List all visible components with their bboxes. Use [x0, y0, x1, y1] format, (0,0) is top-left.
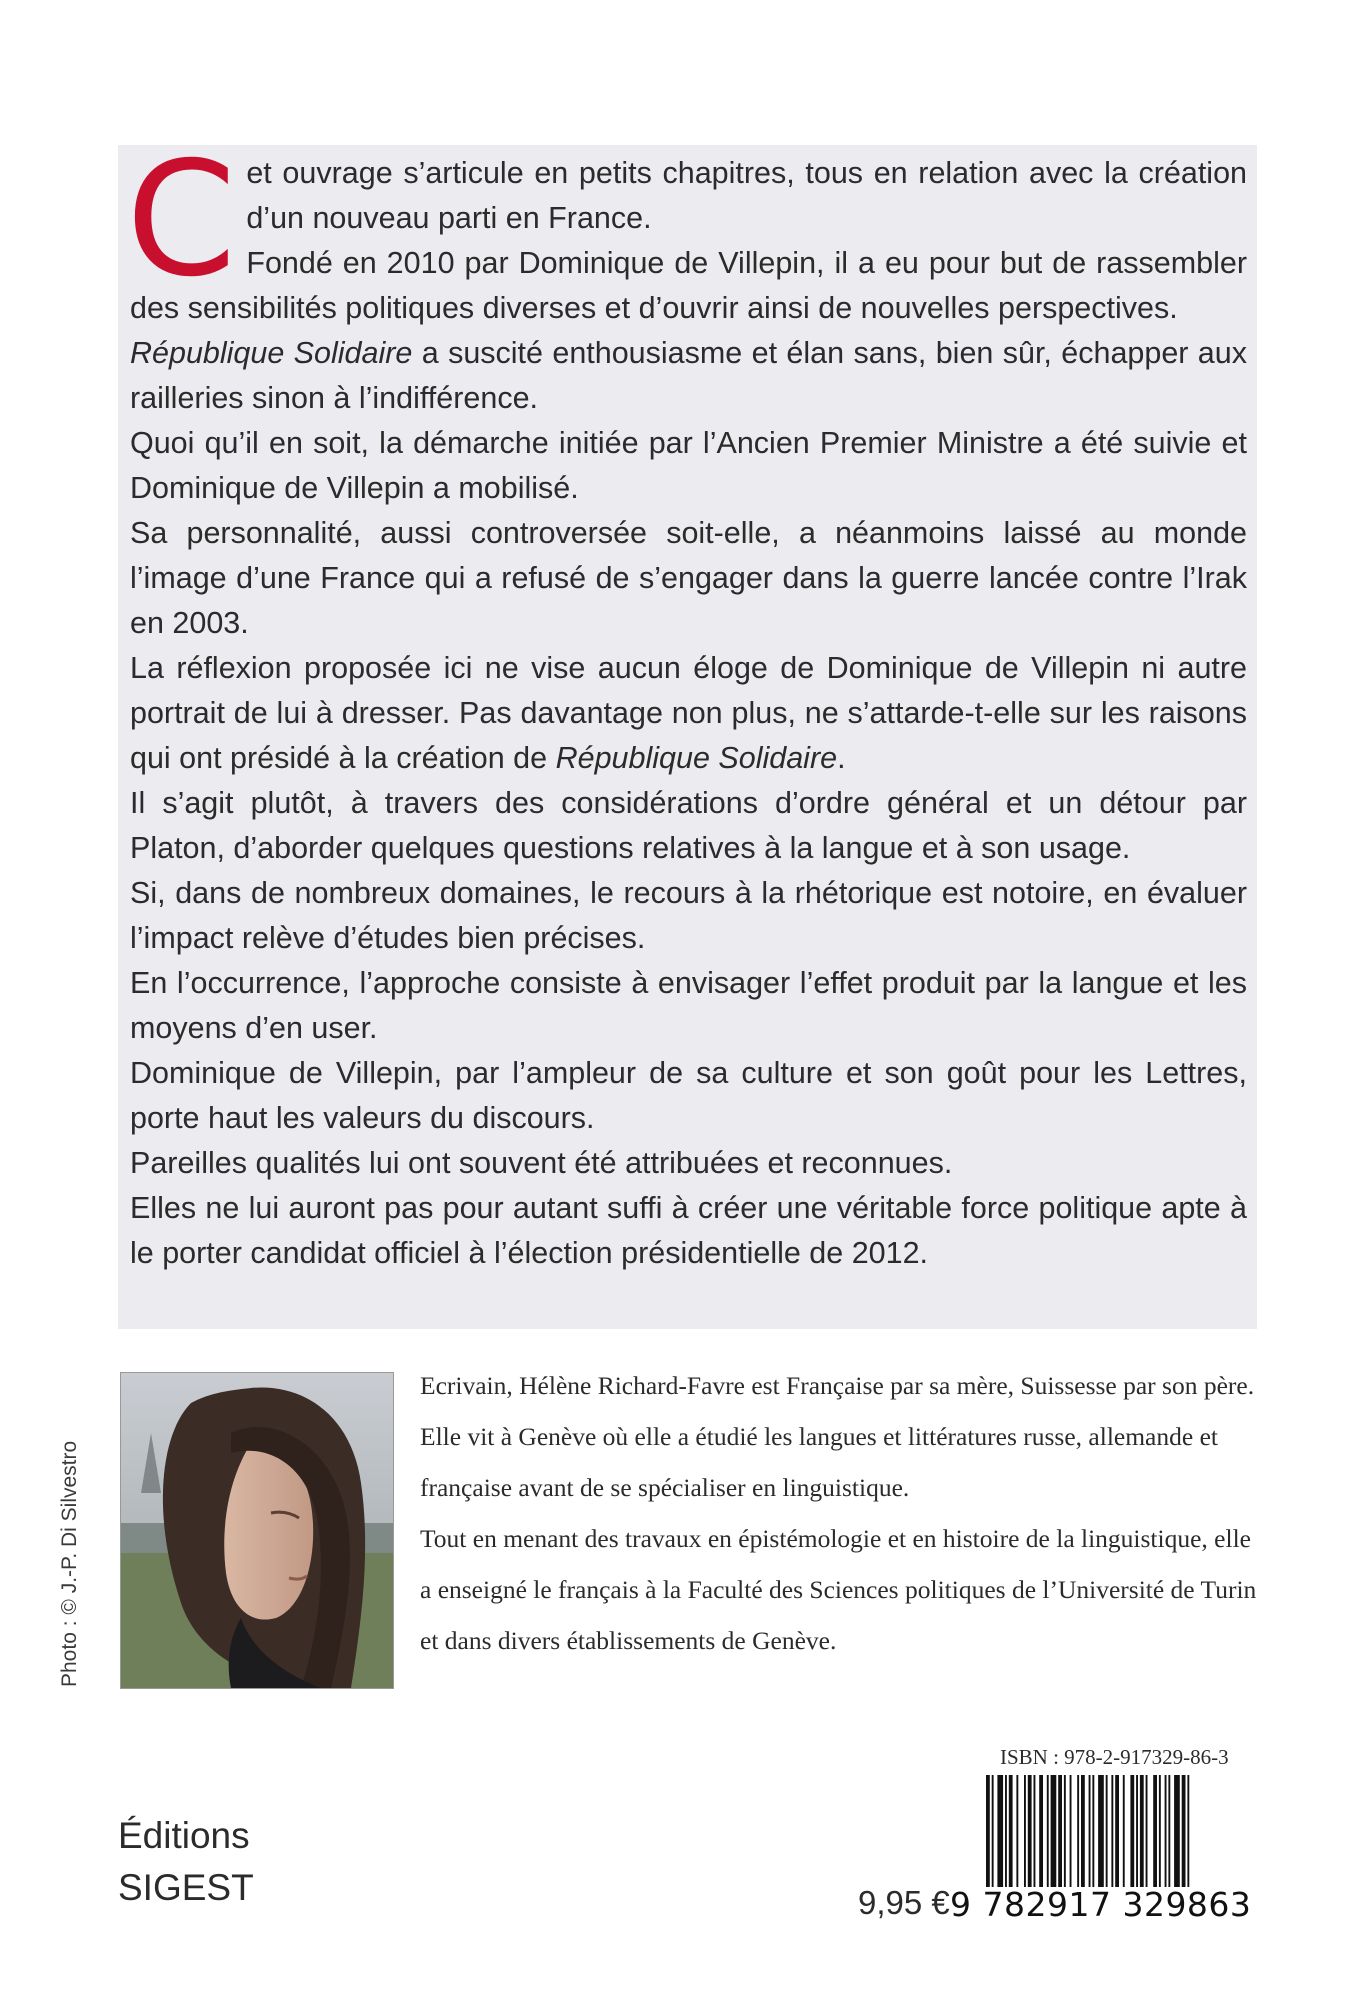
- publisher-line-1: Éditions: [118, 1815, 250, 1856]
- author-bio: [420, 1360, 1260, 1666]
- barcode-icon: [984, 1775, 1260, 1895]
- blurb-paragraph-9: En l’occurrence, l’approche consiste à envisager l’effet produit par la langue et les moyens d’en user.: [130, 966, 1247, 1045]
- isbn-label: ISBN : 978-2-917329-86-3: [1000, 1745, 1229, 1769]
- photo-credit: Photo : © J.-P. Di Silvestro: [58, 1440, 81, 1687]
- blurb-text: [126, 128, 1247, 1276]
- publisher-logo: [118, 1810, 254, 1914]
- blurb-paragraph-5: Sa personnalité, aussi controversée soit-elle, a néanmoins laissé au monde l’image d’une France qui a refusé de s’engager dans la guerre lancée contre l’Irak en 2003.: [130, 516, 1247, 640]
- back-cover-blurb-panel: [118, 128, 1257, 1329]
- blurb-paragraph-6: La réflexion proposée ici ne vise aucun éloge de Dominique de Villepin ni autre portrait de lui à dresser. Pas davantage non plus, ne s’attarde-t-elle sur les raisons qui ont présidé à la création de République Solidaire.: [130, 651, 1247, 775]
- blurb-paragraph-1: Cet ouvrage s’articule en petits chapitres, tous en relation avec la création d’un nouveau parti en France.: [126, 128, 1247, 312]
- barcode-digits: 9 782917 329863: [950, 1885, 1252, 1924]
- bio-paragraph-2: Elle vit à Genève où elle a étudié les langues et littératures russe, allemande et française avant de se spécialiser en linguistique.: [420, 1422, 1218, 1502]
- bio-paragraph-3: Tout en menant des travaux en épistémologie et en histoire de la linguistique, elle a enseigné le français à la Faculté des Sciences politiques de l’Université de Turin et dans divers établissements de Genève.: [420, 1524, 1257, 1655]
- blurb-paragraph-7: Il s’agit plutôt, à travers des considérations d’ordre général et un détour par Platon, d’aborder quelques questions relatives à la langue et à son usage.: [130, 786, 1247, 865]
- blurb-paragraph-2: Fondé en 2010 par Dominique de Villepin, il a eu pour but de rassembler des sensibilités politiques diverses et d’ouvrir ainsi de nouvelles perspectives.: [130, 246, 1247, 325]
- blurb-paragraph-10: Dominique de Villepin, par l’ampleur de sa culture et son goût pour les Lettres, porte haut les valeurs du discours.: [130, 1056, 1247, 1135]
- blurb-paragraph-4: Quoi qu’il en soit, la démarche initiée par l’Ancien Premier Ministre a été suivie et Dominique de Villepin a mobilisé.: [130, 426, 1247, 505]
- publisher-line-2: SIGEST: [118, 1867, 254, 1908]
- bio-paragraph-1: Ecrivain, Hélène Richard-Favre est Française par sa mère, Suissesse par son père.: [420, 1371, 1255, 1400]
- blurb-paragraph-12: Elles ne lui auront pas pour autant suffi à créer une véritable force politique apte à le porter candidat officiel à l’élection présidentielle de 2012.: [130, 1191, 1247, 1270]
- blurb-paragraph-3: République Solidaire a suscité enthousiasme et élan sans, bien sûr, échapper aux railleries sinon à l’indifférence.: [130, 336, 1247, 415]
- price: 9,95 €: [858, 1884, 950, 1921]
- author-photo: [120, 1372, 394, 1689]
- blurb-paragraph-11: Pareilles qualités lui ont souvent été attribuées et reconnues.: [130, 1146, 953, 1180]
- blurb-paragraph-8: Si, dans de nombreux domaines, le recours à la rhétorique est notoire, en évaluer l’impact relève d’études bien précises.: [130, 876, 1247, 955]
- drop-cap: C: [126, 128, 237, 312]
